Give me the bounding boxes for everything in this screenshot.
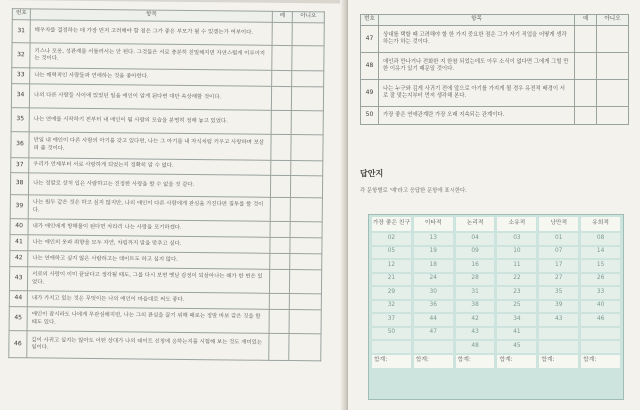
item-number: 43 [456,328,495,340]
answer-grid-row [372,341,620,353]
question-number: 40 [10,219,28,235]
item-number: 47 [414,328,453,340]
header-item: 항목 [379,15,575,26]
yes-checkbox-cell[interactable] [269,309,289,333]
question-text: 만일 내 애인이 다른 사람의 아기를 갖고 있다면, 나는 그 아기를 내 자식처럼 키우고 사랑하며 보살펴 줄 것이다. [29,132,271,161]
item-number: 34 [497,314,536,326]
no-checkbox-cell[interactable] [290,198,322,222]
yes-checkbox-cell[interactable] [272,45,292,70]
yes-checkbox-cell[interactable] [272,70,292,86]
answer-column-header: 낭만적 [539,217,578,231]
question-text: 내가 애인에게 방해물이 된다면 차라리 나는 사랑을 포기하겠다. [28,219,270,238]
total-cell[interactable]: 합계: [414,355,453,368]
yes-checkbox-cell[interactable] [575,80,597,107]
question-text: 가장 좋은 연애관계란 가장 오래 지속되는 관계이다. [379,107,575,125]
question-number: 34 [11,84,29,108]
item-number: 07 [539,247,578,259]
question-number: 41 [10,235,28,251]
question-text: 나의 다른 사람들 사이에 있었던 일을 애인이 알게 된다면 대단 속상해할 것이다. [29,84,271,111]
item-number: 01 [539,233,578,245]
question-text: 나는 누구와 깊게 사귀기 전에 앞으로 아기를 가지게 될 경우 유전적 배경이 서로 잘 맞는지부터 먼저 생각해 본다. [379,80,575,107]
question-number: 33 [12,68,30,84]
question-text: 배우자를 결정하는 데 가장 먼저 고려해야 할 점은 그가 좋은 부모가 될 수 있겠는가 여부이다. [30,20,272,46]
yes-checkbox-cell[interactable] [269,293,289,309]
answer-grid-row [372,328,620,340]
header-yes: 예 [575,15,597,26]
no-checkbox-cell[interactable] [292,23,324,46]
no-checkbox-cell[interactable] [290,176,322,198]
item-number: 13 [414,233,453,245]
item-number: 04 [456,233,495,245]
no-checkbox-cell[interactable] [289,334,321,361]
item-number: 29 [372,287,411,299]
item-number [581,328,620,340]
item-number [372,341,411,353]
yes-checkbox-cell[interactable] [575,107,597,125]
table-row [9,331,321,361]
item-number: 33 [581,287,620,299]
no-checkbox-cell[interactable] [289,310,321,334]
item-number: 08 [581,233,620,245]
answer-sheet-title: 답안지 [360,169,384,178]
header-item: 항목 [30,9,272,23]
item-number: 03 [497,233,536,245]
item-number: 25 [497,301,536,313]
question-number: 32 [12,43,30,68]
yes-checkbox-cell[interactable] [270,221,290,237]
item-number: 37 [372,314,411,326]
table-row [9,267,321,294]
no-checkbox-cell[interactable] [290,238,322,254]
item-number: 41 [497,328,536,340]
no-checkbox-cell[interactable] [292,46,324,71]
item-number: 17 [539,260,578,272]
question-number: 38 [10,173,28,195]
question-text: 내가 가지고 있는 것은 무엇이든 나의 애인이 마음대로 써도 좋다. [27,291,269,310]
question-number: 45 [9,307,27,331]
item-number: 10 [497,247,536,259]
yes-checkbox-cell[interactable] [575,53,597,80]
right-page [348,0,640,410]
item-number: 45 [497,341,536,353]
question-text: 서로의 사랑이 이미 끝났다고 생각될 때도, 그를 다시 보면 옛날 감정이 되살아나는 때가 한 번은 있었다. [27,267,269,294]
no-checkbox-cell[interactable] [292,71,324,87]
question-number: 50 [361,107,379,125]
answer-grid-header [372,217,620,231]
item-number: 42 [456,314,495,326]
yes-checkbox-cell[interactable] [272,22,292,45]
answer-grid-row [372,274,620,286]
table-row [361,26,629,53]
item-number: 28 [456,274,495,286]
question-text: 애인과 만나거나 전화한 지 한참 되었는데도 아무 소식이 없다면 그에게 그럴 만한 이유가 있기 때문일 것이다. [379,53,575,80]
item-number: 18 [414,260,453,272]
yes-checkbox-cell[interactable] [270,175,290,197]
table-row [361,107,629,125]
yes-checkbox-cell[interactable] [270,253,290,269]
table-row [12,43,324,71]
item-number: 30 [414,287,453,299]
question-number: 31 [12,20,30,43]
no-checkbox-cell[interactable] [597,80,629,107]
answer-sheet-description: 각 문항별로 '예'라고 응답한 문항에 표시한다. [360,188,467,194]
item-number: 24 [414,274,453,286]
yes-checkbox-cell[interactable] [271,160,291,175]
yes-checkbox-cell[interactable] [269,333,289,360]
item-number: 36 [414,301,453,313]
item-number: 11 [497,260,536,272]
no-checkbox-cell[interactable] [290,222,322,238]
question-text: 깊이 사귀고 싶지는 않아도 어떤 상대가 나의 데이트 신청에 응하는지를 시험해 보는 것도 재미있는 일이다. [27,331,269,361]
item-number: 16 [456,260,495,272]
question-number: 48 [361,53,379,80]
answer-column-header: 소유적 [497,217,536,231]
no-checkbox-cell[interactable] [291,161,323,176]
question-number: 44 [9,291,27,307]
yes-checkbox-cell[interactable] [271,134,291,160]
question-text: 우리가 언제부터 서로 사랑하게 되었는지 정확히 알 수 없다. [29,158,271,176]
answer-grid-row [372,287,620,299]
question-number: 46 [9,331,27,358]
no-checkbox-cell[interactable] [291,111,323,135]
header-num: 번호 [12,9,30,20]
header-num: 번호 [361,15,379,26]
question-text: 나는 매력적인 사람들과 연애하는 것을 좋아한다. [30,68,272,87]
item-number: 40 [581,301,620,313]
item-number: 48 [456,341,495,353]
item-number: 19 [414,247,453,259]
table-row [361,80,629,107]
item-number [539,341,578,353]
total-cell[interactable]: 합계: [539,355,578,368]
table-row [10,173,322,198]
question-number: 42 [10,251,28,267]
yes-checkbox-cell[interactable] [271,86,291,110]
item-number: 22 [497,274,536,286]
question-text: 키스나 포옹, 성관계를 서둘러서는 안 된다. 그것들은 서로 충분히 친밀해지면 자연스럽게 이루어지는 것이다. [30,43,272,71]
table-header-row [361,15,629,26]
item-number: 21 [372,274,411,286]
item-number: 12 [372,260,411,272]
item-number: 32 [372,301,411,313]
answer-grid-row [372,260,620,272]
item-number: 39 [539,301,578,313]
answer-grid-row [372,314,620,326]
yes-checkbox-cell[interactable] [270,237,290,253]
no-checkbox-cell[interactable] [291,135,323,161]
item-number: 26 [581,274,620,286]
table-row [11,108,323,135]
answer-column-header: 이타적 [414,217,453,231]
question-text: 애인이 잠시라도 나에게 무관심해지면, 나는 그의 관심을 끌기 위해 때로는 정말 바보 같은 짓을 할 때도 있다. [27,307,269,334]
no-checkbox-cell[interactable] [290,254,322,270]
answer-grid-panel [368,214,624,400]
item-number: 15 [581,260,620,272]
no-checkbox-cell[interactable] [597,26,629,53]
total-cell[interactable]: 합계: [456,355,495,368]
item-number: 44 [414,314,453,326]
header-yes: 예 [272,11,292,22]
item-number: 43 [539,314,578,326]
question-text: 나는 원두 같은 것은 하고 싶지 않지만, 나의 애인이 다른 사람에게 관심을 가진다면 질투를 할 것이다. [28,195,270,222]
no-checkbox-cell[interactable] [597,53,629,80]
item-number: 35 [539,287,578,299]
item-number: 05 [372,247,411,259]
item-number: 27 [539,274,578,286]
question-text: 상대를 택할 때 고려해야 할 한 가지 중요한 점은 그가 자기 직업을 어떻게 생각하는가 하는 것이다. [379,26,575,53]
answer-column-header: 논리적 [456,217,495,231]
table-row [9,307,321,334]
item-number: 50 [372,328,411,340]
question-number: 49 [361,80,379,107]
yes-checkbox-cell[interactable] [270,197,290,221]
question-text: 나는 애인의 옷과 취향을 모두 자연, 차림까지 말을 맞추고 싶다. [28,235,270,254]
item-number: 46 [581,314,620,326]
table-row [10,195,322,222]
question-text: 나는 연애하고 싶지 않은 사람하고는 데이트도 하고 싶지 않다. [28,251,270,270]
table-row [11,132,323,161]
question-number: 37 [11,158,29,173]
question-number: 36 [11,132,29,158]
total-cell[interactable]: 합계: [497,355,536,368]
question-number: 43 [9,267,27,291]
yes-checkbox-cell[interactable] [575,26,597,53]
answer-grid-row [372,247,620,259]
table-row [11,84,323,111]
answer-grid-row [372,301,620,313]
total-cell[interactable]: 합계: [372,355,411,368]
item-number: 31 [456,287,495,299]
answer-column-header: 유희적 [581,217,620,231]
item-number: 09 [456,247,495,259]
yes-checkbox-cell[interactable] [269,269,289,293]
item-number: 38 [456,301,495,313]
question-text: 나는 정말로 상처 입은 사람하고는 진정한 사랑을 할 수 없을 것 같다. [28,173,270,198]
question-number: 47 [361,26,379,53]
yes-checkbox-cell[interactable] [271,110,291,134]
questionnaire-table-left [8,8,325,361]
item-number [414,341,453,353]
item-number: 02 [372,233,411,245]
totals-row [372,355,620,368]
question-number: 39 [10,195,28,219]
item-number: 14 [581,247,620,259]
answer-column-header: 가장 좋은 친구 [372,217,411,231]
questionnaire-table-right [360,14,629,125]
no-checkbox-cell[interactable] [291,87,323,111]
table-row [12,20,324,46]
question-text: 나는 연애를 시작하기 전부터 내 애인이 될 사람의 모습을 분명히 정해 놓고 있었다. [29,108,271,135]
header-no: 아니오 [292,12,324,23]
answer-grid [369,215,623,370]
table-row [361,53,629,80]
no-checkbox-cell[interactable] [289,270,321,294]
no-checkbox-cell[interactable] [289,294,321,310]
total-cell[interactable]: 합계: [581,355,620,368]
item-number: 23 [497,287,536,299]
question-number: 35 [11,108,29,132]
header-no: 아니오 [597,15,629,26]
no-checkbox-cell[interactable] [597,107,629,125]
item-number [581,341,620,353]
answer-grid-row [372,233,620,245]
item-number [539,328,578,340]
